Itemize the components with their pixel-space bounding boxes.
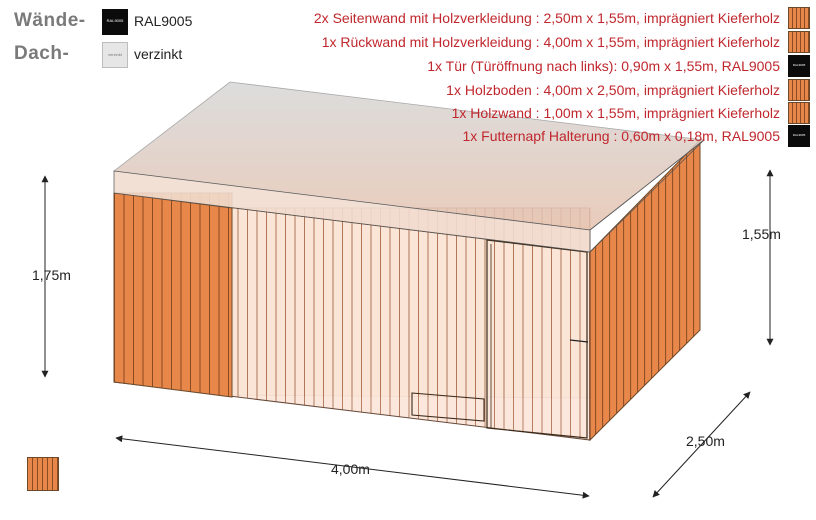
walls-color-value: RAL9005	[134, 13, 193, 29]
part-row	[462, 125, 810, 147]
part-row	[427, 55, 810, 77]
part-row	[452, 102, 810, 124]
part-text: 1x Futternapf Halterung : 0,60m x 0,18m, RAL9005	[462, 128, 780, 144]
part-row	[314, 7, 810, 29]
roof-color-value: verzinkt	[134, 46, 183, 62]
wood-swatch-icon	[788, 31, 810, 53]
wood-swatch-icon	[788, 79, 810, 101]
black-swatch-icon	[788, 125, 810, 147]
part-text: 1x Holzboden : 4,00m x 2,50m, imprägniert Kieferholz	[446, 82, 780, 98]
part-row	[322, 31, 810, 53]
swatch-text: RAL9005	[792, 63, 806, 67]
wall-height-label: 1,55m	[742, 226, 781, 242]
swatch-text: RAL9005	[792, 133, 806, 137]
walls-label: Wände-	[14, 10, 86, 31]
roof-label: Dach-	[14, 43, 70, 64]
wood-swatch-icon	[788, 102, 810, 124]
depth-label: 2,50m	[686, 433, 725, 449]
length-label: 4,00m	[331, 461, 370, 477]
black-swatch-icon	[788, 55, 810, 77]
walls-swatch-text: RAL9005	[106, 18, 124, 23]
front-wall-left-panel	[114, 193, 232, 397]
height-total-label: 1,75m	[32, 267, 71, 283]
wood-swatch-icon	[788, 7, 810, 29]
part-text: 1x Holzwand : 1,00m x 1,55m, imprägniert Kieferholz	[451, 105, 780, 121]
part-text: 1x Rückwand mit Holzverkleidung : 4,00m x 1,55m, imprägniert Kieferholz	[321, 34, 780, 50]
wood-texture-swatch-icon	[27, 457, 59, 491]
part-text: 1x Tür (Türöffnung nach links): 0,90m x 1,55m, RAL9005	[427, 58, 780, 74]
part-text: 2x Seitenwand mit Holzverkleidung : 2,50m x 1,55m, imprägniert Kieferholz	[313, 10, 780, 26]
part-row	[446, 79, 810, 101]
roof-swatch-text: verzinkt	[108, 52, 122, 57]
